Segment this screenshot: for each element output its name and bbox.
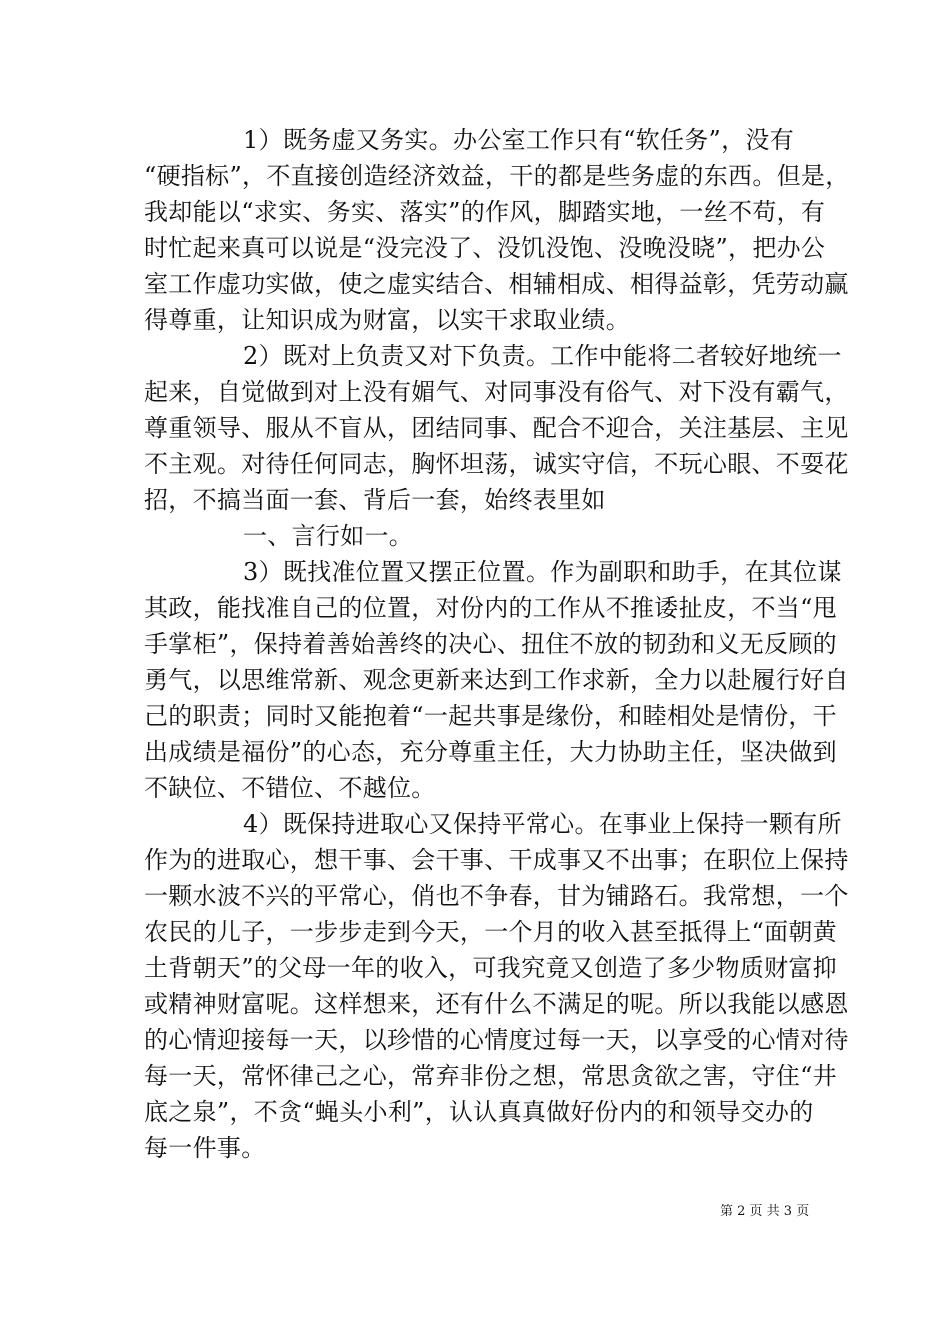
text-line: 底之泉”，不贪“蝇头小利”，认认真真做好份内的和领导交办的	[144, 1098, 814, 1126]
text-line: 手掌柜”，保持着善始善终的决心、扭住不放的韧劲和义无反顾的	[144, 630, 837, 658]
text-line: 3）既找准位置又摆正位置。作为副职和助手，在其位谋	[243, 558, 842, 586]
text-line: 时忙起来真可以说是“没完没了、没饥没饱、没晚没晓”，把办公	[144, 234, 826, 262]
text-line: 每一件事。	[144, 1134, 266, 1162]
text-line: 一、言行如一。	[243, 522, 414, 550]
text-line: 2）既对上负责又对下负责。工作中能将二者较好地统一	[243, 342, 842, 370]
text-line: 不主观。对待任何同志，胸怀坦荡，诚实守信，不玩心眼、不耍花	[144, 450, 849, 478]
text-line: 招，不搞当面一套、背后一套，始终表里如	[144, 486, 606, 514]
text-line: 尊重领导、服从不盲从，团结同事、配合不迎合，关注基层、主见	[144, 414, 849, 442]
text-line: 每一天，常怀律己之心，常弃非份之想，常思贪欲之害，守住“井	[144, 1062, 837, 1090]
text-line: 一颗水波不兴的平常心，俏也不争春，甘为铺路石。我常想，一个	[144, 882, 849, 910]
text-line: 起来，自觉做到对上没有媚气、对同事没有俗气、对下没有霸气，	[144, 378, 849, 406]
text-line: 勇气，以思维常新、观念更新来达到工作求新，全力以赴履行好自	[144, 666, 849, 694]
text-line: 己的职责；同时又能抱着“一起共事是缘份，和睦相处是情份，干	[144, 702, 837, 730]
text-line: 我却能以“求实、务实、落实”的作风，脚踏实地，一丝不苟，有	[144, 198, 826, 226]
text-line: “硬指标”，不直接创造经济效益，干的都是些务虚的东西。但是，	[144, 162, 850, 190]
text-line: 得尊重，让知识成为财富，以实干求取业绩。	[144, 306, 630, 334]
text-line: 4）既保持进取心又保持平常心。在事业上保持一颗有所	[243, 810, 842, 838]
text-line: 土背朝天”的父母一年的收入，可我究竟又创造了多少物质财富抑	[144, 954, 837, 982]
text-line: 1）既务虚又务实。办公室工作只有“软任务”，没有	[243, 126, 795, 154]
text-line: 不缺位、不错位、不越位。	[144, 774, 436, 802]
text-line: 的心情迎接每一天，以珍惜的心情度过每一天，以享受的心情对待	[144, 1026, 849, 1054]
text-line: 农民的儿子，一步步走到今天，一个月的收入甚至抵得上“面朝黄	[144, 918, 837, 946]
text-line: 作为的进取心，想干事、会干事、干成事又不出事；在职位上保持	[144, 846, 849, 874]
text-line: 出成绩是福份”的心态，充分尊重主任，大力协助主任，坚决做到	[144, 738, 837, 766]
text-line: 室工作虚功实做，使之虚实结合、相辅相成、相得益彰，凭劳动赢	[144, 270, 849, 298]
text-line: 其政，能找准自己的位置，对份内的工作从不推诿扯皮，不当“甩	[144, 594, 837, 622]
page-number-footer: 第 2 页 共 3 页	[720, 1204, 810, 1219]
text-line: 或精神财富呢。这样想来，还有什么不满足的呢。所以我能以感恩	[144, 990, 849, 1018]
